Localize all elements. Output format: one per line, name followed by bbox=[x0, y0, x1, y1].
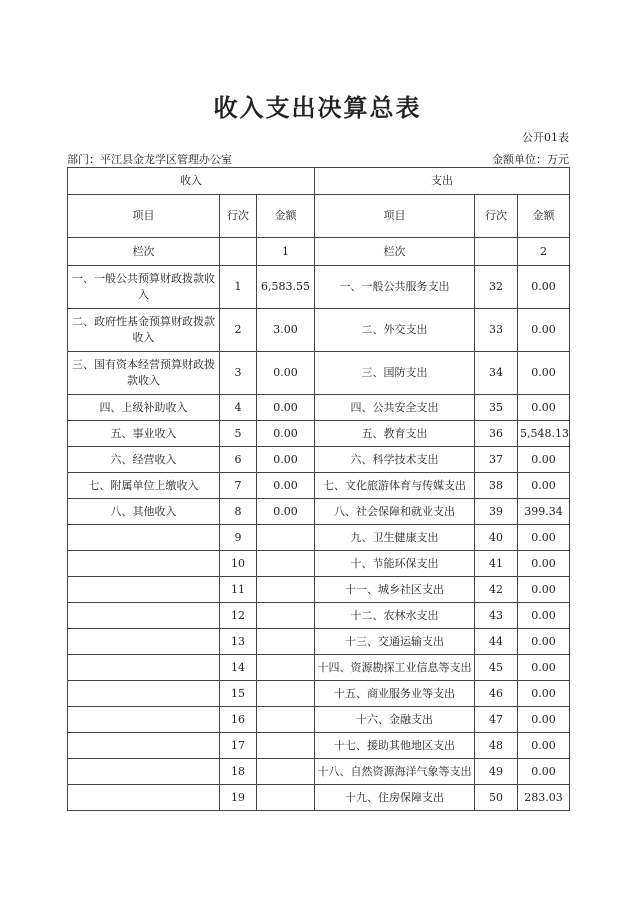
expense-amount: 5,548.13 bbox=[518, 421, 570, 447]
table-row bbox=[68, 473, 570, 499]
table-row bbox=[68, 447, 570, 473]
income-amount: 0.00 bbox=[257, 352, 315, 395]
expense-item: 七、文化旅游体育与传媒支出 bbox=[315, 473, 475, 499]
expense-item: 十二、农林水支出 bbox=[315, 603, 475, 629]
expense-row-number: 44 bbox=[475, 629, 518, 655]
income-row-number: 17 bbox=[220, 733, 257, 759]
expense-row-number: 37 bbox=[475, 447, 518, 473]
expense-amount: 0.00 bbox=[518, 473, 570, 499]
expense-amount: 0.00 bbox=[518, 447, 570, 473]
income-item: 八、其他收入 bbox=[68, 499, 220, 525]
income-amount: 0.00 bbox=[257, 395, 315, 421]
income-row-number: 3 bbox=[220, 352, 257, 395]
income-row-number: 7 bbox=[220, 473, 257, 499]
expense-row-number: 48 bbox=[475, 733, 518, 759]
expense-item: 十三、交通运输支出 bbox=[315, 629, 475, 655]
expense-amount: 0.00 bbox=[518, 352, 570, 395]
expense-item: 十、节能环保支出 bbox=[315, 551, 475, 577]
income-item bbox=[68, 785, 220, 811]
expense-row-number: 33 bbox=[475, 309, 518, 352]
expense-item: 十八、自然资源海洋气象等支出 bbox=[315, 759, 475, 785]
expense-item: 十一、城乡社区支出 bbox=[315, 577, 475, 603]
income-amount-header: 金额 bbox=[257, 195, 315, 238]
income-item: 三、国有资本经营预算财政拨款收入 bbox=[68, 352, 220, 395]
table-row bbox=[68, 266, 570, 309]
department-label: 部门：平江县金龙学区管理办公室 bbox=[67, 153, 232, 166]
income-row-number: 19 bbox=[220, 785, 257, 811]
income-row-number: 16 bbox=[220, 707, 257, 733]
empty-cell bbox=[475, 238, 518, 266]
expense-amount: 0.00 bbox=[518, 395, 570, 421]
expense-item: 三、国防支出 bbox=[315, 352, 475, 395]
expense-rowno-header: 行次 bbox=[475, 195, 518, 238]
page-title: 收入支出决算总表 bbox=[213, 93, 422, 122]
income-expense-table bbox=[67, 167, 570, 811]
expense-row-number: 35 bbox=[475, 395, 518, 421]
expense-item: 十七、援助其他地区支出 bbox=[315, 733, 475, 759]
expense-item: 二、外交支出 bbox=[315, 309, 475, 352]
expense-row-number: 39 bbox=[475, 499, 518, 525]
expense-item: 一、一般公共服务支出 bbox=[315, 266, 475, 309]
income-row-number: 5 bbox=[220, 421, 257, 447]
expense-amount: 0.00 bbox=[518, 309, 570, 352]
income-amount bbox=[257, 629, 315, 655]
expense-row-number: 32 bbox=[475, 266, 518, 309]
expense-amount: 283.03 bbox=[518, 785, 570, 811]
table-row bbox=[68, 499, 570, 525]
expense-amount-header: 金额 bbox=[518, 195, 570, 238]
section-header-row bbox=[68, 168, 570, 195]
income-header: 收入 bbox=[68, 168, 315, 195]
expense-amount: 0.00 bbox=[518, 629, 570, 655]
expense-row-number: 45 bbox=[475, 655, 518, 681]
expense-amount: 0.00 bbox=[518, 266, 570, 309]
table-code: 公开01表 bbox=[522, 131, 569, 144]
table-row bbox=[68, 759, 570, 785]
expense-row-number: 36 bbox=[475, 421, 518, 447]
income-column-label: 栏次 bbox=[68, 238, 220, 266]
column-header-row bbox=[68, 195, 570, 238]
income-item: 一、一般公共预算财政拨款收入 bbox=[68, 266, 220, 309]
income-amount bbox=[257, 525, 315, 551]
table-row bbox=[68, 629, 570, 655]
expense-row-number: 41 bbox=[475, 551, 518, 577]
expense-item: 十四、资源勘探工业信息等支出 bbox=[315, 655, 475, 681]
income-item: 五、事业收入 bbox=[68, 421, 220, 447]
income-row-number: 12 bbox=[220, 603, 257, 629]
expense-amount: 0.00 bbox=[518, 681, 570, 707]
expense-header: 支出 bbox=[315, 168, 570, 195]
expense-amount: 0.00 bbox=[518, 759, 570, 785]
income-amount: 0.00 bbox=[257, 421, 315, 447]
income-item: 七、附属单位上缴收入 bbox=[68, 473, 220, 499]
expense-amount: 0.00 bbox=[518, 603, 570, 629]
income-item bbox=[68, 681, 220, 707]
income-amount bbox=[257, 733, 315, 759]
income-item bbox=[68, 655, 220, 681]
expense-amount: 0.00 bbox=[518, 733, 570, 759]
expense-row-number: 40 bbox=[475, 525, 518, 551]
income-row-number: 9 bbox=[220, 525, 257, 551]
income-item bbox=[68, 551, 220, 577]
income-amount: 0.00 bbox=[257, 473, 315, 499]
income-amount: 0.00 bbox=[257, 447, 315, 473]
income-amount: 3.00 bbox=[257, 309, 315, 352]
table-row bbox=[68, 309, 570, 352]
expense-row-number: 49 bbox=[475, 759, 518, 785]
income-column-number: 1 bbox=[257, 238, 315, 266]
income-row-number: 13 bbox=[220, 629, 257, 655]
table-row bbox=[68, 707, 570, 733]
expense-amount: 0.00 bbox=[518, 655, 570, 681]
income-row-number: 4 bbox=[220, 395, 257, 421]
table-row bbox=[68, 785, 570, 811]
table-row bbox=[68, 352, 570, 395]
income-row-number: 6 bbox=[220, 447, 257, 473]
expense-row-number: 46 bbox=[475, 681, 518, 707]
table-row bbox=[68, 395, 570, 421]
income-item bbox=[68, 577, 220, 603]
income-amount bbox=[257, 681, 315, 707]
expense-column-number: 2 bbox=[518, 238, 570, 266]
income-amount: 0.00 bbox=[257, 499, 315, 525]
table-row bbox=[68, 577, 570, 603]
table-row bbox=[68, 681, 570, 707]
income-item bbox=[68, 603, 220, 629]
expense-row-number: 43 bbox=[475, 603, 518, 629]
income-amount bbox=[257, 603, 315, 629]
income-item: 四、上级补助收入 bbox=[68, 395, 220, 421]
income-item bbox=[68, 629, 220, 655]
income-item-header: 项目 bbox=[68, 195, 220, 238]
empty-cell bbox=[220, 238, 257, 266]
expense-amount: 0.00 bbox=[518, 577, 570, 603]
table-row bbox=[68, 603, 570, 629]
table-row bbox=[68, 525, 570, 551]
income-row-number: 18 bbox=[220, 759, 257, 785]
expense-item: 十五、商业服务业等支出 bbox=[315, 681, 475, 707]
income-amount bbox=[257, 655, 315, 681]
income-amount bbox=[257, 707, 315, 733]
income-amount bbox=[257, 785, 315, 811]
expense-column-label: 栏次 bbox=[315, 238, 475, 266]
income-row-number: 14 bbox=[220, 655, 257, 681]
expense-row-number: 38 bbox=[475, 473, 518, 499]
income-item bbox=[68, 525, 220, 551]
income-row-number: 10 bbox=[220, 551, 257, 577]
table-row bbox=[68, 733, 570, 759]
income-row-number: 11 bbox=[220, 577, 257, 603]
table-row bbox=[68, 551, 570, 577]
expense-amount: 0.00 bbox=[518, 707, 570, 733]
expense-row-number: 50 bbox=[475, 785, 518, 811]
income-row-number: 15 bbox=[220, 681, 257, 707]
income-item bbox=[68, 707, 220, 733]
income-item bbox=[68, 733, 220, 759]
income-item: 二、政府性基金预算财政拨款收入 bbox=[68, 309, 220, 352]
expense-item: 六、科学技术支出 bbox=[315, 447, 475, 473]
expense-item-header: 项目 bbox=[315, 195, 475, 238]
expense-amount: 399.34 bbox=[518, 499, 570, 525]
unit-label: 金额单位：万元 bbox=[492, 153, 569, 166]
income-amount bbox=[257, 759, 315, 785]
expense-item: 五、教育支出 bbox=[315, 421, 475, 447]
income-amount: 6,583.55 bbox=[257, 266, 315, 309]
table-row bbox=[68, 655, 570, 681]
expense-item: 十六、金融支出 bbox=[315, 707, 475, 733]
expense-item: 八、社会保障和就业支出 bbox=[315, 499, 475, 525]
income-amount bbox=[257, 577, 315, 603]
expense-amount: 0.00 bbox=[518, 551, 570, 577]
expense-item: 十九、住房保障支出 bbox=[315, 785, 475, 811]
column-number-row bbox=[68, 238, 570, 266]
expense-amount: 0.00 bbox=[518, 525, 570, 551]
income-row-number: 2 bbox=[220, 309, 257, 352]
income-amount bbox=[257, 551, 315, 577]
income-row-number: 1 bbox=[220, 266, 257, 309]
income-row-number: 8 bbox=[220, 499, 257, 525]
income-item bbox=[68, 759, 220, 785]
expense-row-number: 47 bbox=[475, 707, 518, 733]
expense-row-number: 34 bbox=[475, 352, 518, 395]
table-row bbox=[68, 421, 570, 447]
expense-item: 四、公共安全支出 bbox=[315, 395, 475, 421]
income-item: 六、经营收入 bbox=[68, 447, 220, 473]
income-rowno-header: 行次 bbox=[220, 195, 257, 238]
expense-item: 九、卫生健康支出 bbox=[315, 525, 475, 551]
expense-row-number: 42 bbox=[475, 577, 518, 603]
